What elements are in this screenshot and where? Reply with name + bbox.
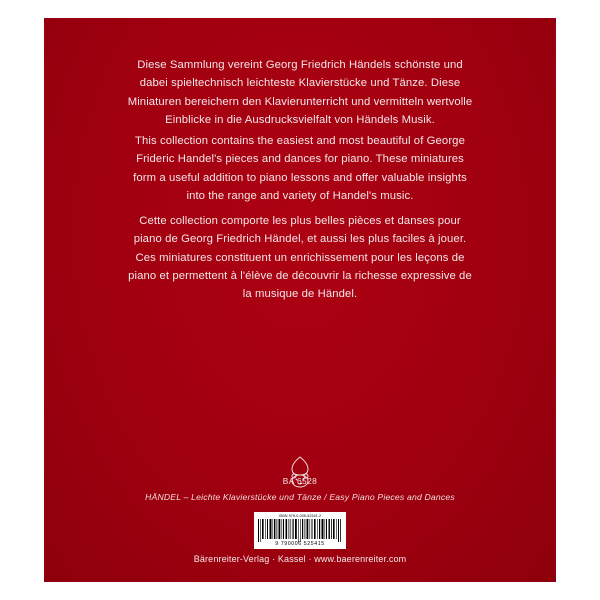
barcode-bars-icon: [257, 519, 343, 542]
barcode-number-text: 9 790006 525415: [275, 541, 325, 548]
publisher-footer: Bärenreiter-Verlag · Kassel · www.baerenreiter.com: [193, 554, 407, 564]
blurb-french: Cette collection comporte les plus belles pièces et danses pour piano de Georg Friedrich Händel, et aussi les plus faciles à jouer. Ces miniatures constituent un enrichissement pour les leçons de piano et permettent à l'élève de découvrir la richesse expressive de la musique de Händel.: [128, 215, 472, 301]
blurb-english-block: [44, 132, 556, 205]
blurb-german: Diese Sammlung vereint Georg Friedrich Händels schönste und dabei spieltechnisch leichteste Klavierstücke und Tänze. Diese Miniaturen bereichern den Klavierunterricht und vermitteln wertvolle Einblicke in die Ausdrucksvielfalt von Händels Musik.: [127, 59, 473, 126]
order-number: BA 6528: [282, 476, 318, 486]
series-line: [44, 492, 556, 502]
book-back-cover: [44, 18, 556, 582]
barcode-isbn-text: ISBN 979-0-006-52541-2: [278, 514, 322, 518]
blurb-german-block: [44, 56, 556, 129]
blurb-french-block: [44, 212, 556, 303]
blurb-english: This collection contains the easiest and most beautiful of George Frideric Handel's pieces and dances for piano. These miniatures form a useful addition to piano lessons and offer valuable insights into the range and variety of Handel's music.: [133, 135, 467, 202]
series-line-text: HÄNDEL – Leichte Klavierstücke und Tänze / Easy Piano Pieces and Dances: [145, 492, 455, 502]
barcode: [254, 512, 346, 549]
